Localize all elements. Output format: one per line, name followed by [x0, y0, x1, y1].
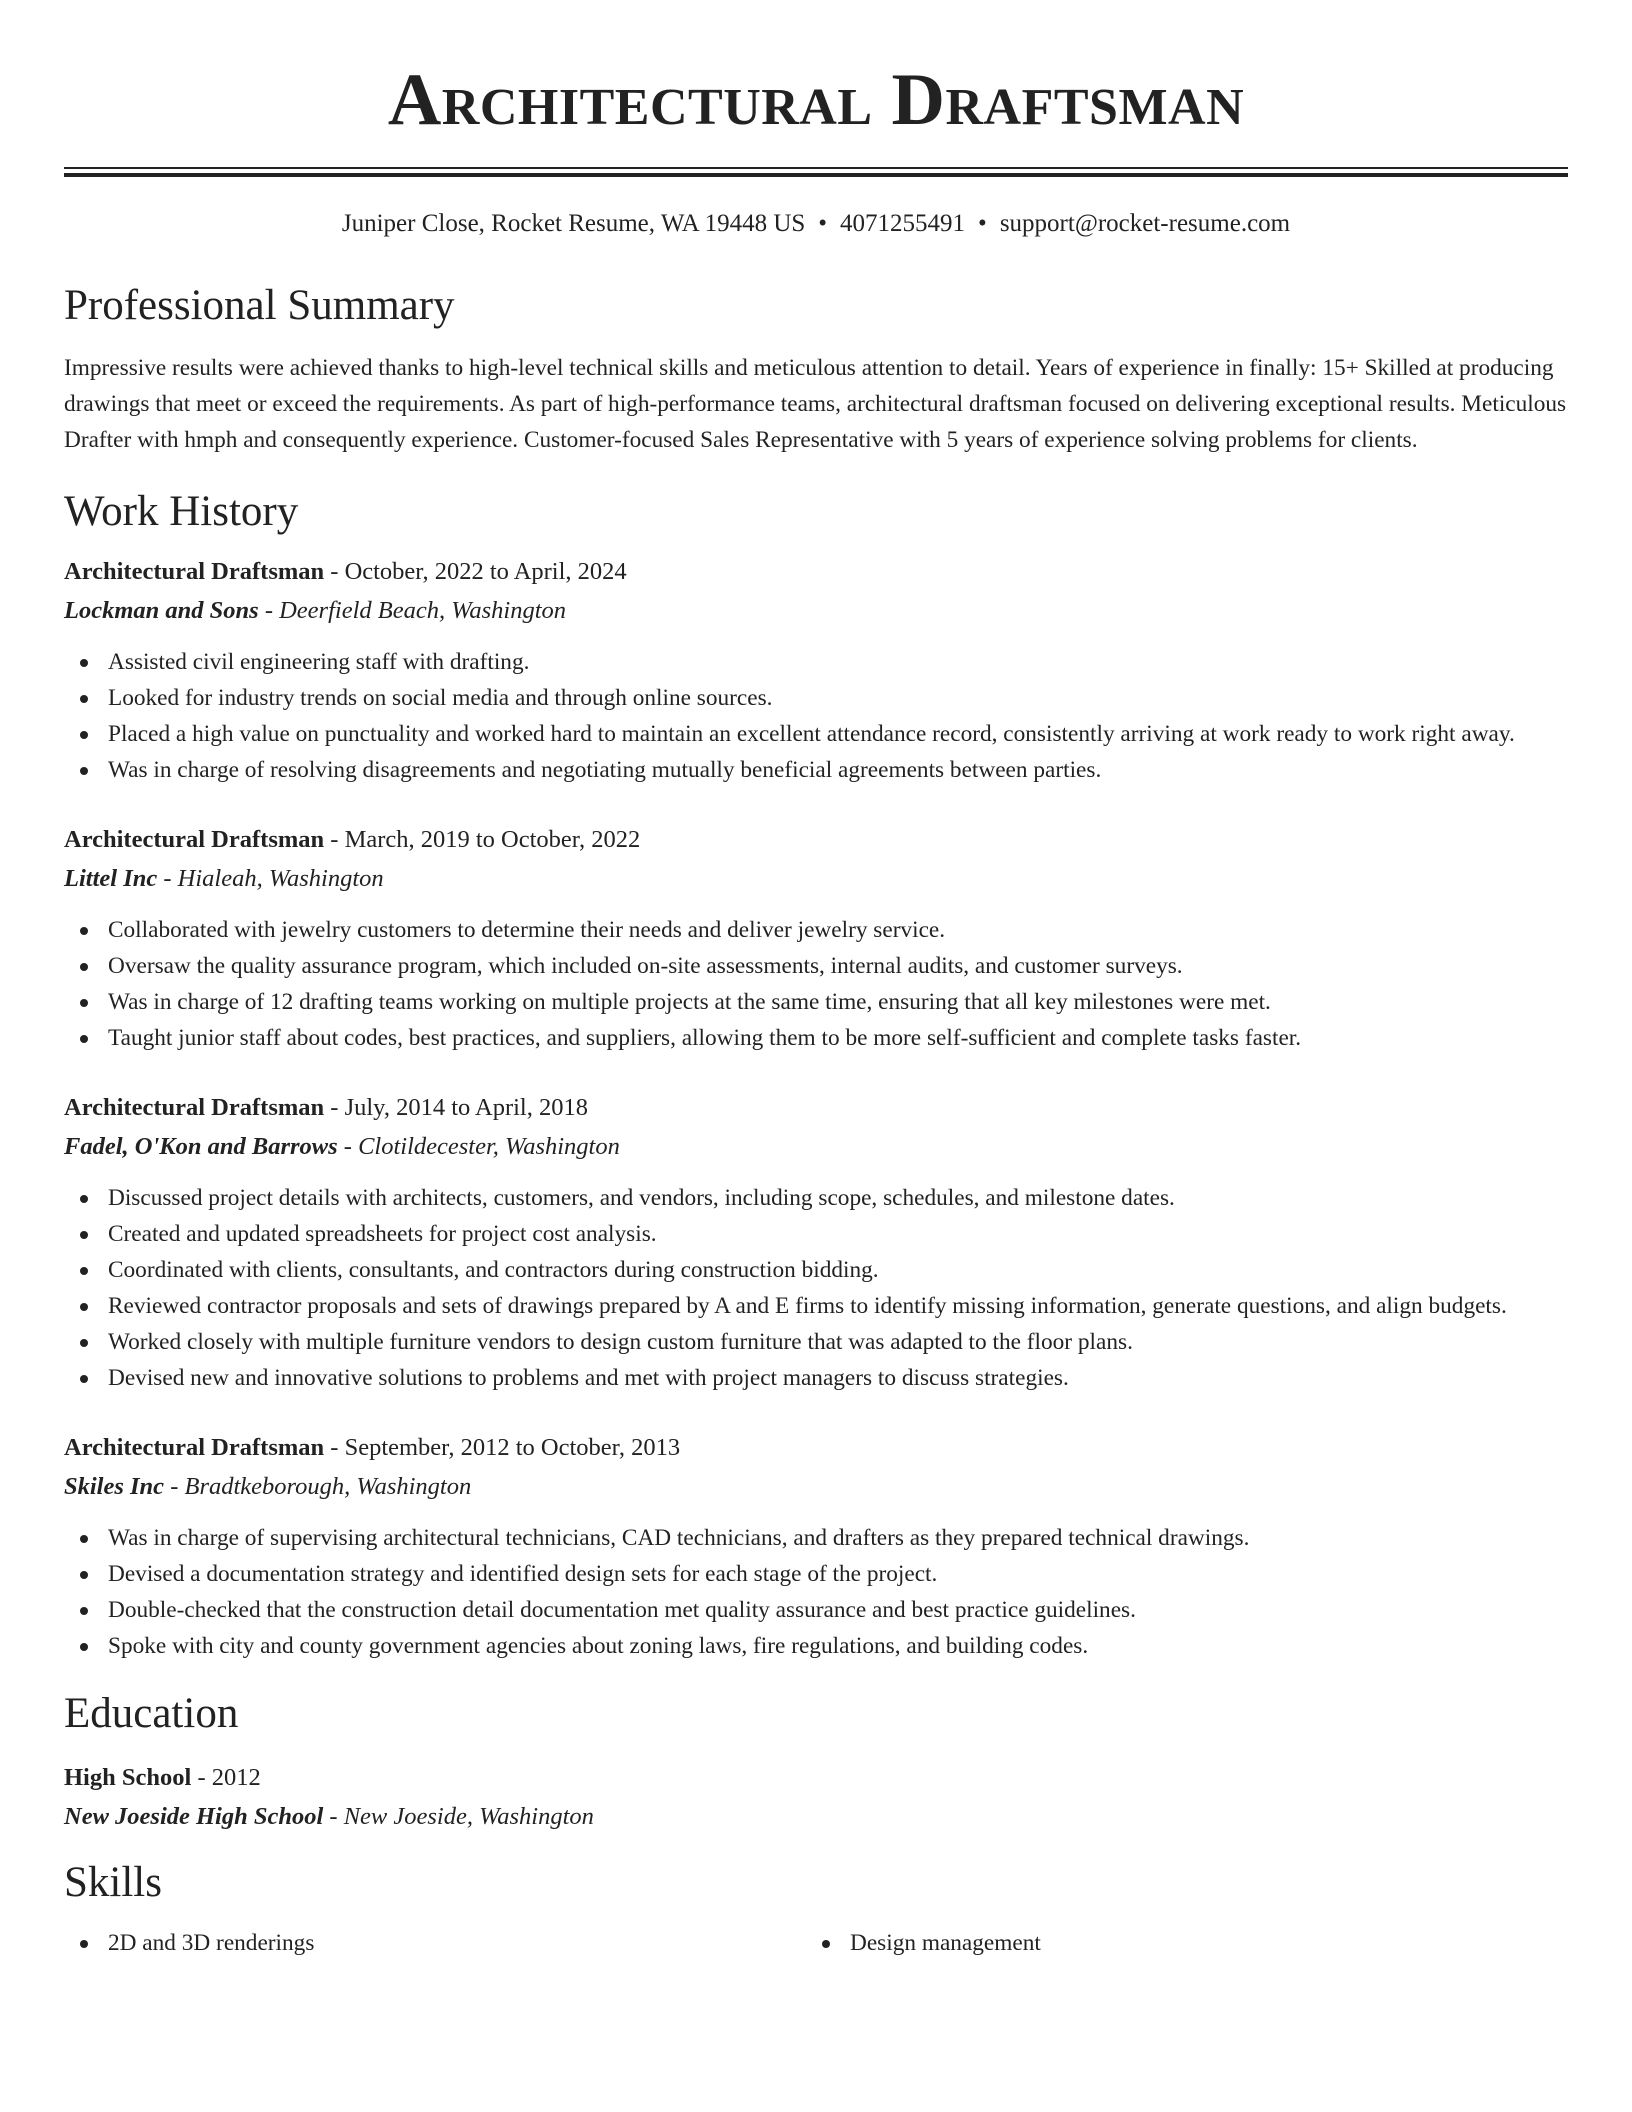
contact-address: Juniper Close, Rocket Resume, WA 19448 US — [341, 210, 806, 237]
job-bullet-list — [64, 644, 1568, 788]
education-school: New Joeside High School — [64, 1803, 324, 1830]
education-school-line — [64, 1799, 1568, 1835]
list-item: Double-checked that the construction detail documentation met quality assurance and best practice guidelines. — [64, 1592, 1568, 1628]
summary-text: Impressive results were achieved thanks to high-level technical skills and meticulous attention to detail. Years of experience in finally: 15+ Skilled at producing drawings that meet or exceed the requirements. As part of high-performance teams, architectural draftsman focused on delivering exceptional results. Meticulous Drafter with hmph and consequently experience. Customer-focused Sales Representative with 5 years of experience solving problems for clients. — [64, 355, 1567, 453]
job-entry — [64, 1430, 1568, 1664]
summary-heading: Professional Summary — [64, 282, 455, 329]
education-heading: Education — [64, 1690, 239, 1737]
list-item: Spoke with city and county government agencies about zoning laws, fire regulations, and building codes. — [64, 1628, 1568, 1664]
job-company-line — [64, 1129, 1568, 1165]
job-company: Lockman and Sons — [64, 597, 259, 624]
dash: - — [191, 1764, 212, 1791]
list-item: Discussed project details with architects, customers, and vendors, including scope, schedules, and milestone dates. — [64, 1180, 1568, 1216]
contact-separator: • — [978, 210, 987, 237]
list-item: Looked for industry trends on social media and through online sources. — [64, 680, 1568, 716]
resume-title: Architectural Draftsman — [387, 59, 1245, 141]
job-company: Skiles Inc — [64, 1473, 165, 1500]
skills-grid — [64, 1925, 1568, 1961]
job-dates: September, 2012 to October, 2013 — [344, 1434, 681, 1461]
education-degree-line — [64, 1760, 1568, 1796]
contact-line — [64, 208, 1568, 240]
dash: - — [324, 826, 345, 853]
job-company-line — [64, 861, 1568, 897]
dash: - — [157, 865, 178, 892]
job-dates: March, 2019 to October, 2022 — [344, 826, 641, 853]
job-title: Architectural Draftsman — [64, 1434, 325, 1461]
title-double-rule — [64, 167, 1568, 177]
work-history-heading: Work History — [64, 488, 299, 535]
list-item: Was in charge of resolving disagreements and negotiating mutually beneficial agreements between parties. — [64, 752, 1568, 788]
job-entry — [64, 822, 1568, 1056]
list-item: Reviewed contractor proposals and sets of drawings prepared by A and E firms to identify missing information, generate questions, and align budgets. — [64, 1288, 1568, 1324]
skills-heading: Skills — [64, 1859, 162, 1906]
skills-column-right — [806, 1925, 1548, 1961]
job-bullet-list — [64, 1520, 1568, 1664]
list-item: Placed a high value on punctuality and worked hard to maintain an excellent attendance record, consistently arriving at work ready to work right away. — [64, 716, 1568, 752]
list-item: Created and updated spreadsheets for project cost analysis. — [64, 1216, 1568, 1252]
job-title: Architectural Draftsman — [64, 1094, 325, 1121]
skills-column-left — [64, 1925, 806, 1961]
contact-phone: 4071255491 — [840, 210, 966, 237]
list-item: Collaborated with jewelry customers to determine their needs and deliver jewelry service. — [64, 912, 1568, 948]
resume-page — [64, 0, 1568, 1961]
list-item: Was in charge of 12 drafting teams working on multiple projects at the same time, ensuring that all key milestones were met. — [64, 984, 1568, 1020]
list-item: Worked closely with multiple furniture vendors to design custom furniture that was adapted to the floor plans. — [64, 1324, 1568, 1360]
dash: - — [324, 1434, 345, 1461]
dash: - — [323, 1803, 344, 1830]
education-entry — [64, 1760, 1568, 1835]
job-title-line — [64, 1090, 1568, 1126]
job-location: Deerfield Beach, Washington — [279, 597, 567, 624]
list-item: Devised new and innovative solutions to problems and met with project managers to discuss strategies. — [64, 1360, 1568, 1396]
job-entry — [64, 1090, 1568, 1396]
list-item: Taught junior staff about codes, best practices, and suppliers, allowing them to be more self-sufficient and complete tasks faster. — [64, 1020, 1568, 1056]
job-bullet-list — [64, 1180, 1568, 1396]
skills-list — [806, 1925, 1548, 1961]
job-location: Hialeah, Washington — [177, 865, 384, 892]
education-year: 2012 — [211, 1764, 261, 1791]
job-company: Littel Inc — [64, 865, 158, 892]
list-item: Oversaw the quality assurance program, which included on-site assessments, internal audits, and customer surveys. — [64, 948, 1568, 984]
job-bullet-list — [64, 912, 1568, 1056]
list-item: Assisted civil engineering staff with drafting. — [64, 644, 1568, 680]
job-company-line — [64, 1469, 1568, 1505]
education-location: New Joeside, Washington — [343, 1803, 594, 1830]
dash: - — [324, 1094, 345, 1121]
job-location: Bradtkeborough, Washington — [184, 1473, 472, 1500]
contact-separator: • — [818, 210, 828, 237]
job-company-line — [64, 593, 1568, 629]
dash: - — [164, 1473, 185, 1500]
skill-item: Design management — [806, 1925, 1548, 1961]
job-title-line — [64, 822, 1568, 858]
list-item: Coordinated with clients, consultants, and contractors during construction bidding. — [64, 1252, 1568, 1288]
job-dates: July, 2014 to April, 2018 — [344, 1094, 588, 1121]
job-location: Clotildecester, Washington — [358, 1133, 620, 1160]
job-title-line — [64, 554, 1568, 590]
dash: - — [337, 1133, 359, 1160]
dash: - — [324, 558, 345, 585]
dash: - — [258, 597, 280, 624]
job-entry — [64, 554, 1568, 788]
contact-email: support@rocket-resume.com — [999, 210, 1291, 237]
job-dates: October, 2022 to April, 2024 — [344, 558, 627, 585]
job-title-line — [64, 1430, 1568, 1466]
list-item: Was in charge of supervising architectural technicians, CAD technicians, and drafters as they prepared technical drawings. — [64, 1520, 1568, 1556]
skill-item: 2D and 3D renderings — [64, 1925, 806, 1961]
job-company: Fadel, O'Kon and Barrows — [64, 1133, 338, 1160]
skills-list — [64, 1925, 806, 1961]
education-degree: High School — [64, 1764, 192, 1791]
job-title: Architectural Draftsman — [64, 558, 325, 585]
list-item: Devised a documentation strategy and identified design sets for each stage of the project. — [64, 1556, 1568, 1592]
job-title: Architectural Draftsman — [64, 826, 325, 853]
